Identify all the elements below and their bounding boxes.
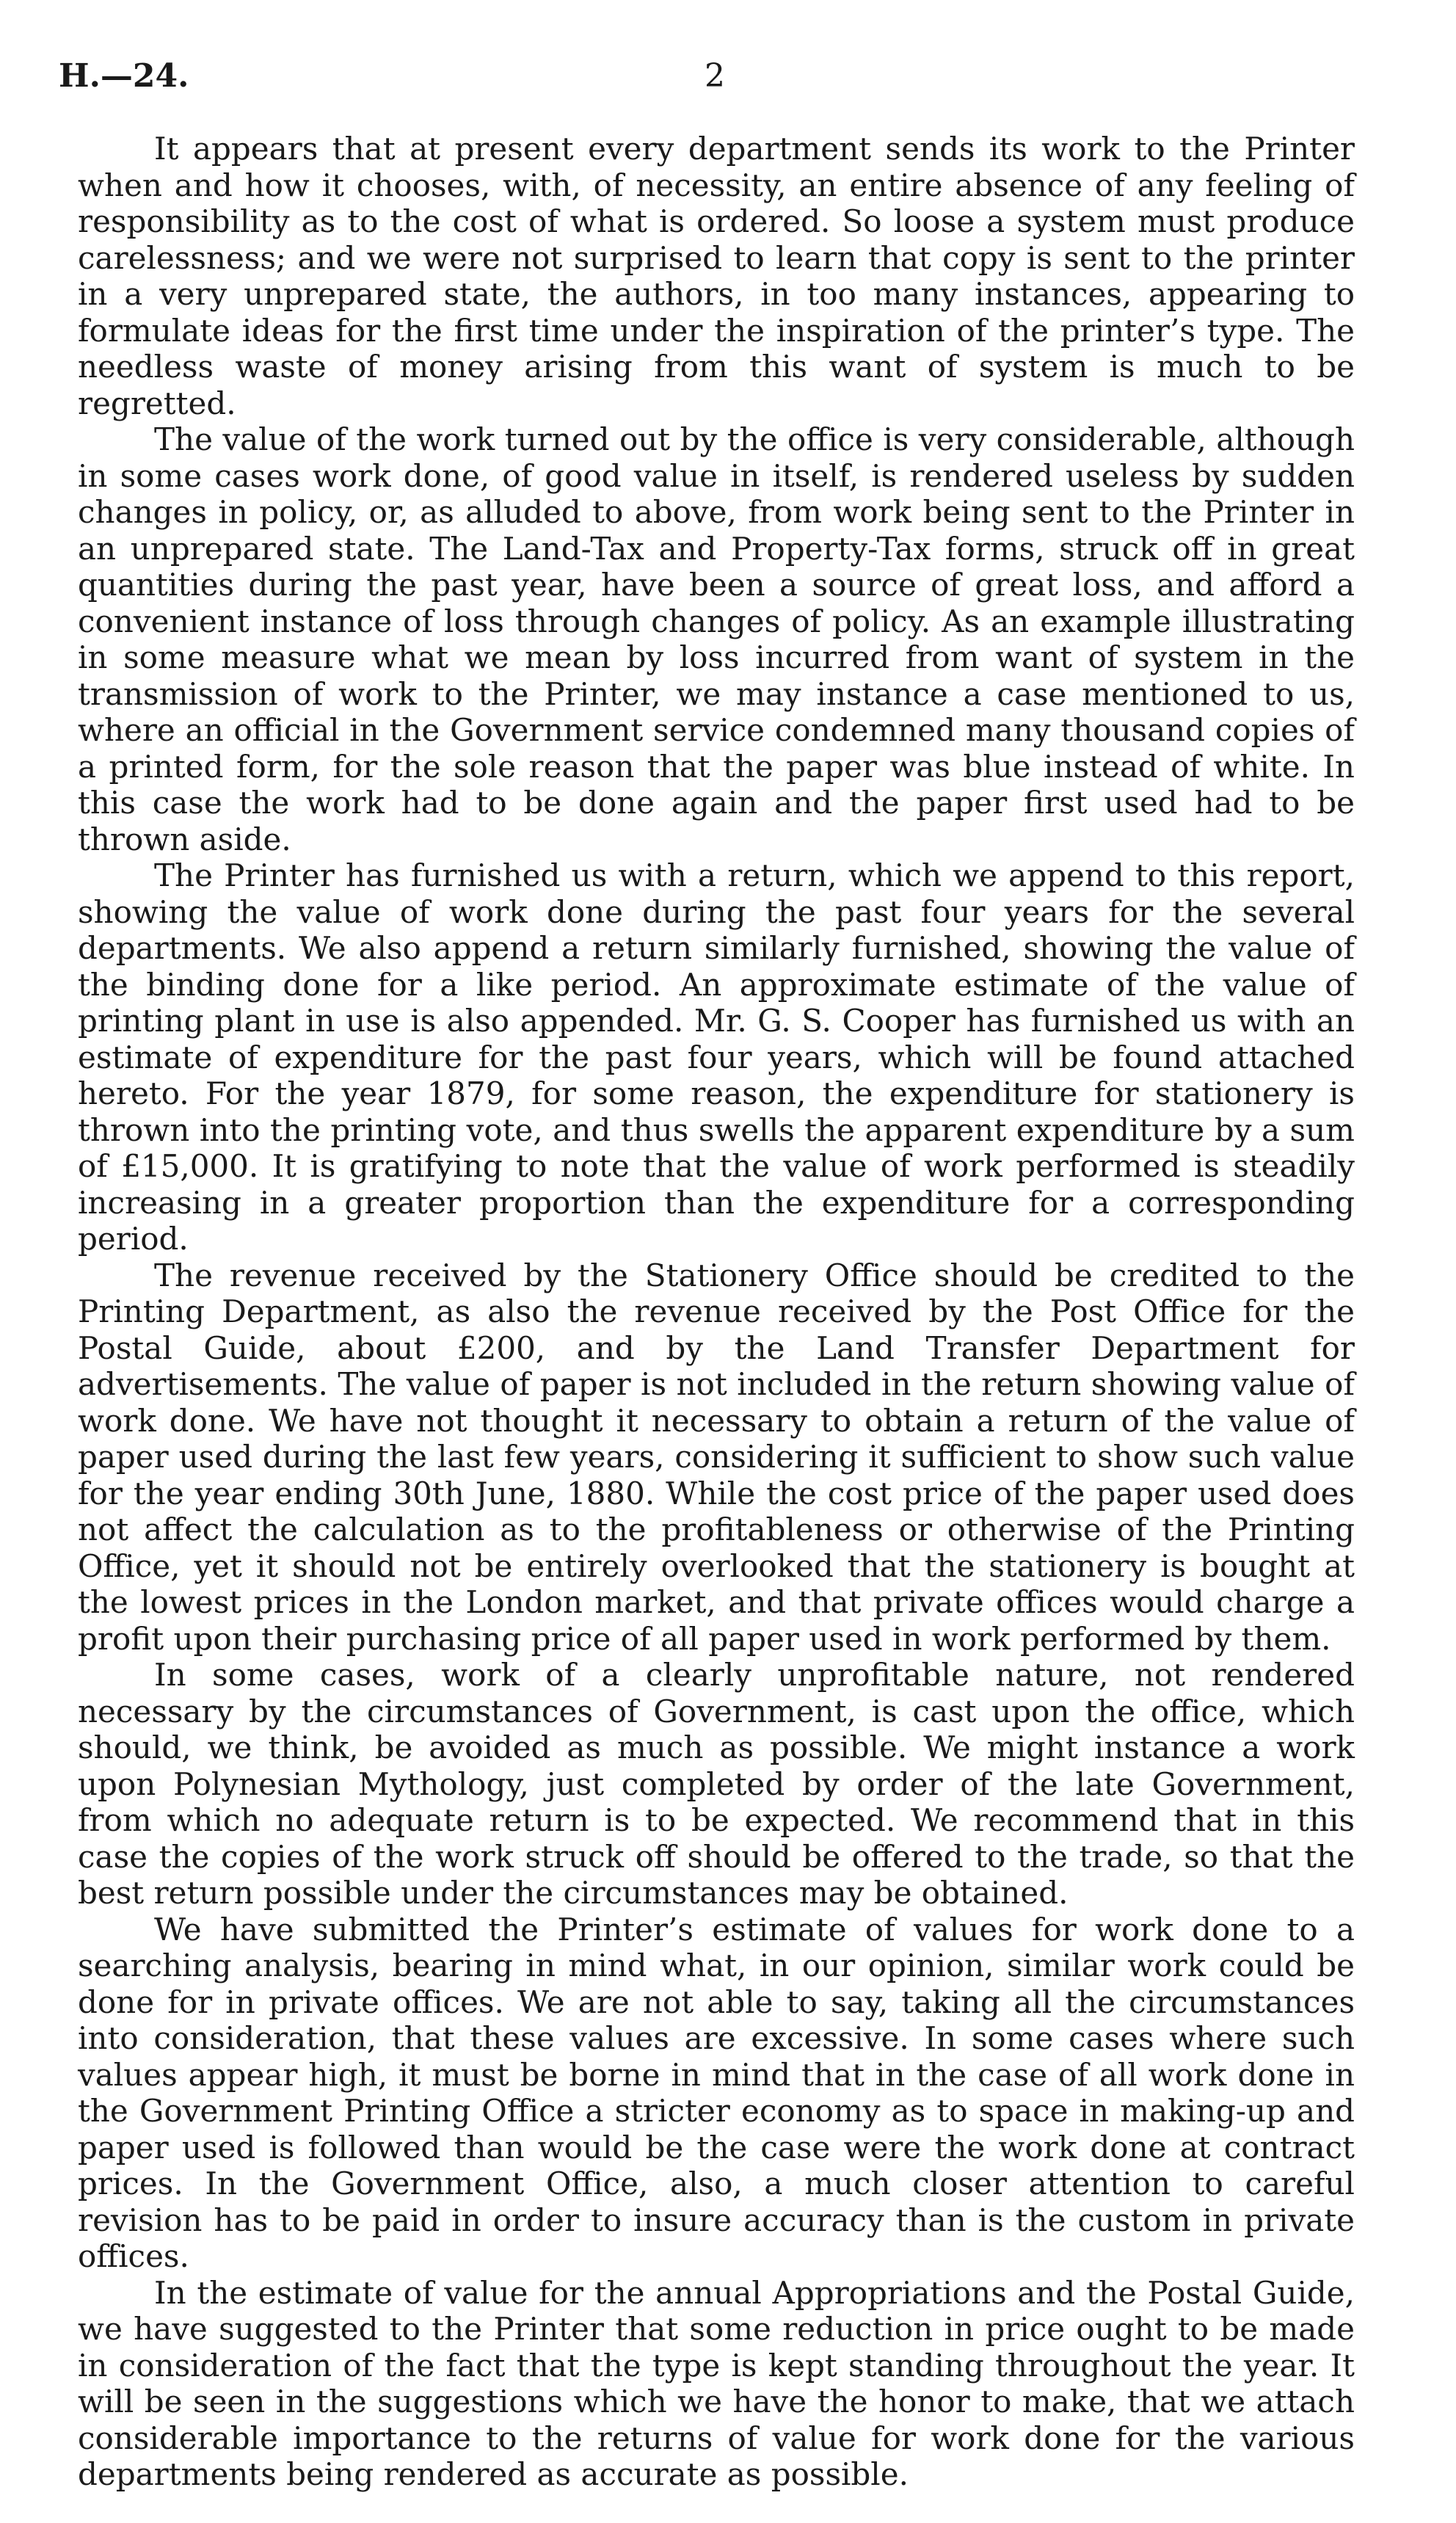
paragraph-estimate-analysis: We have submitted the Printer’s estimate of values for work done to a searching analysis, bearing in mind what, in our opinion, similar work could be done for in private offices. We are not able to say, taking all the circumstances into consideration, that these values are excessive. In some cases where such values appear high, it must be borne in mind that in the case of all work done in the Government Printing Office a stricter economy as to space in making-up and paper used is followed than would be the case were the work done at contract prices. In the Government Office, also, a much closer attention to careful revision has to be paid in order to insure accuracy than is the custom in private offices. [78, 1911, 1355, 2274]
paragraph-value-of-work: The value of the work turned out by the office is very considerable, although in some cases work done, of good value in itself, is rendered useless by sudden changes in policy, or, as alluded to above, from work being sent to the Printer in an unprepared state. The Land-Tax and Property-Tax forms, struck off in great quantities during the past year, have been a source of great loss, and afford a convenient instance of loss through changes of policy. As an example illustrating in some measure what we mean by loss incurred from want of system in the transmission of work to the Printer, we may instance a case mentioned to us, where an official in the Government service condemned many thousand copies of a printed form, for the sole reason that the paper was blue instead of white. In this case the work had to be done again and the paper first used had to be thrown aside. [78, 421, 1355, 857]
paragraph-printer-work-system: It appears that at present every department sends its work to the Printer when and how it chooses, with, of necessity, an entire absence of any feeling of responsibility as to the cost of what is ordered. So loose a system must produce carelessness; and we were not surprised to learn that copy is sent to the printer in a very unprepared state, the authors, in too many instances, appearing to formulate ideas for the first time under the inspiration of the printer’s type. The needless waste of money arising from this want of system is much to be regretted. [78, 131, 1355, 421]
running-header [59, 54, 1402, 98]
paragraph-printer-return: The Printer has furnished us with a return, which we append to this report, showing the value of work done during the past four years for the several departments. We also append a return similarly furnished, showing the value of the binding done for a like period. An approximate estimate of the value of printing plant in use is also appended. Mr. G. S. Cooper has furnished us with an estimate of expenditure for the past four years, which will be found attached hereto. For the year 1879, for some reason, the expenditure for stationery is thrown into the printing vote, and thus swells the apparent expenditure by a sum of £15,000. It is gratifying to note that the value of work performed is steadily increasing in a greater proportion than the expenditure for a corresponding period. [78, 857, 1355, 1257]
paragraph-appropriations-postal-guide: In the estimate of value for the annual Appropriations and the Postal Guide, we have suggested to the Printer that some reduction in price ought to be made in consideration of the fact that the type is kept standing throughout the year. It will be seen in the suggestions which we have the honor to make, that we attach considerable importance to the returns of value for work done for the various departments being rendered as accurate as possible. [78, 2274, 1355, 2492]
paragraph-unprofitable-work: In some cases, work of a clearly unprofitable nature, not rendered necessary by the circumstances of Government, is cast upon the office, which should, we think, be avoided as much as possible. We might instance a work upon Polynesian Mythology, just completed by order of the late Government, from which no adequate return is to be expected. We recommend that in this case the copies of the work struck off should be offered to the trade, so that the best return possible under the circumstances may be obtained. [78, 1657, 1355, 1911]
document-reference: H.—24. [59, 57, 189, 95]
page-number: 2 [705, 57, 725, 95]
paragraph-revenue: The revenue received by the Stationery Office should be credited to the Printing Department, as also the revenue received by the Post Office for the Postal Guide, about £200, and by the Land Transfer Department for advertisements. The value of paper is not included in the return showing value of work done. We have not thought it necessary to obtain a return of the value of paper used during the last few years, considering it sufficient to show such value for the year ending 30th June, 1880. While the cost price of the paper used does not affect the calculation as to the profitableness or otherwise of the Printing Office, yet it should not be entirely overlooked that the stationery is bought at the lowest prices in the London market, and that private offices would charge a profit upon their purchasing price of all paper used in work performed by them. [78, 1257, 1355, 1657]
body-text [78, 131, 1355, 2493]
